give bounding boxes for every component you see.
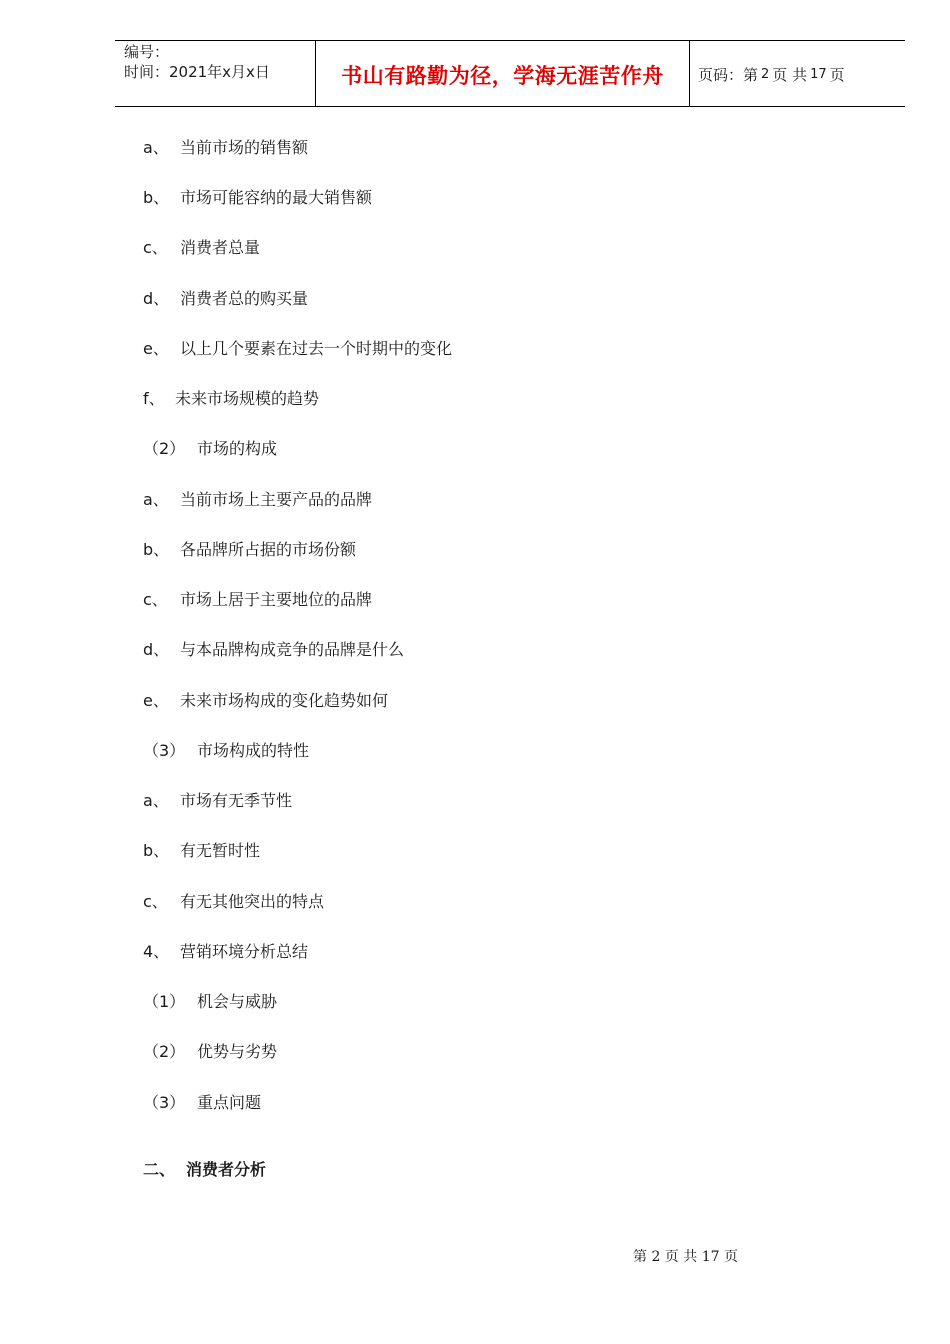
list-item xyxy=(143,838,260,864)
list-marker: b、 xyxy=(143,841,170,860)
list-marker: （3） xyxy=(143,741,186,760)
page-prefix: 页码：第 xyxy=(698,66,759,84)
list-marker: （3） xyxy=(143,1093,186,1112)
list-text: 未来市场构成的变化趋势如何 xyxy=(180,691,389,710)
subsection-heading xyxy=(143,989,277,1015)
subsection-heading xyxy=(143,436,277,462)
list-marker: （2） xyxy=(143,1042,186,1061)
list-marker: d、 xyxy=(143,289,170,308)
list-marker: e、 xyxy=(143,691,169,710)
list-item xyxy=(143,336,452,362)
list-text: 与本品牌构成竞争的品牌是什么 xyxy=(180,640,405,659)
document-number-label: 编号： xyxy=(124,43,170,61)
list-item xyxy=(143,185,372,211)
list-marker: a、 xyxy=(143,791,169,810)
list-text: 市场上居于主要地位的品牌 xyxy=(180,590,373,609)
list-text: 各品牌所占据的市场份额 xyxy=(180,540,357,559)
list-text: 优势与劣势 xyxy=(197,1042,278,1061)
list-marker: e、 xyxy=(143,339,169,358)
page-number: 2 xyxy=(761,67,770,82)
header-page-info xyxy=(690,41,905,106)
list-item xyxy=(143,286,308,312)
page-mid: 页 共 xyxy=(772,66,808,84)
section-heading xyxy=(143,939,308,965)
list-item xyxy=(143,889,324,915)
list-item xyxy=(143,688,388,714)
list-marker: （2） xyxy=(143,439,186,458)
list-text: 消费者总量 xyxy=(180,238,261,257)
list-text: 市场可能容纳的最大销售额 xyxy=(180,188,373,207)
list-marker: （1） xyxy=(143,992,186,1011)
list-text: 以上几个要素在过去一个时期中的变化 xyxy=(180,339,453,358)
list-text: 当前市场的销售额 xyxy=(180,138,309,157)
list-marker: b、 xyxy=(143,540,170,559)
list-marker: c、 xyxy=(143,892,168,911)
list-marker: c、 xyxy=(143,590,168,609)
header-motto: 书山有路勤为径，学海无涯苦作舟 xyxy=(315,41,690,106)
subsection-heading xyxy=(143,738,309,764)
list-item xyxy=(143,135,308,161)
header-meta xyxy=(115,41,315,106)
list-item xyxy=(143,637,404,663)
list-marker: c、 xyxy=(143,238,168,257)
list-text: 有无暂时性 xyxy=(180,841,261,860)
page-total: 17 xyxy=(810,67,827,82)
list-marker: d、 xyxy=(143,640,170,659)
list-marker: a、 xyxy=(143,138,169,157)
list-text: 消费者总的购买量 xyxy=(180,289,309,308)
list-text: 重点问题 xyxy=(197,1093,262,1112)
list-marker: b、 xyxy=(143,188,170,207)
list-marker: 二、 xyxy=(143,1160,176,1179)
list-text: 市场有无季节性 xyxy=(180,791,293,810)
list-text: 当前市场上主要产品的品牌 xyxy=(180,490,373,509)
subsection-heading xyxy=(143,1039,277,1065)
page-header xyxy=(115,40,905,107)
list-text: 市场的构成 xyxy=(197,439,278,458)
list-text: 未来市场规模的趋势 xyxy=(175,389,320,408)
list-marker: 4、 xyxy=(143,942,170,961)
list-marker: a、 xyxy=(143,490,169,509)
list-text: 消费者分析 xyxy=(186,1160,267,1179)
list-item xyxy=(143,537,356,563)
list-item xyxy=(143,587,372,613)
list-item xyxy=(143,788,292,814)
chapter-heading xyxy=(143,1157,266,1183)
document-date-label: 时间：2021年x月x日 xyxy=(124,63,270,81)
list-item xyxy=(143,235,260,261)
page-footer: 第 2 页 共 17 页 xyxy=(633,1249,738,1265)
list-text: 机会与威胁 xyxy=(197,992,278,1011)
list-item xyxy=(143,386,319,412)
subsection-heading xyxy=(143,1090,261,1116)
page-suffix: 页 xyxy=(829,66,845,84)
list-marker: f、 xyxy=(143,389,165,408)
list-text: 市场构成的特性 xyxy=(197,741,310,760)
list-item xyxy=(143,487,372,513)
list-text: 有无其他突出的特点 xyxy=(180,892,325,911)
list-text: 营销环境分析总结 xyxy=(180,942,309,961)
